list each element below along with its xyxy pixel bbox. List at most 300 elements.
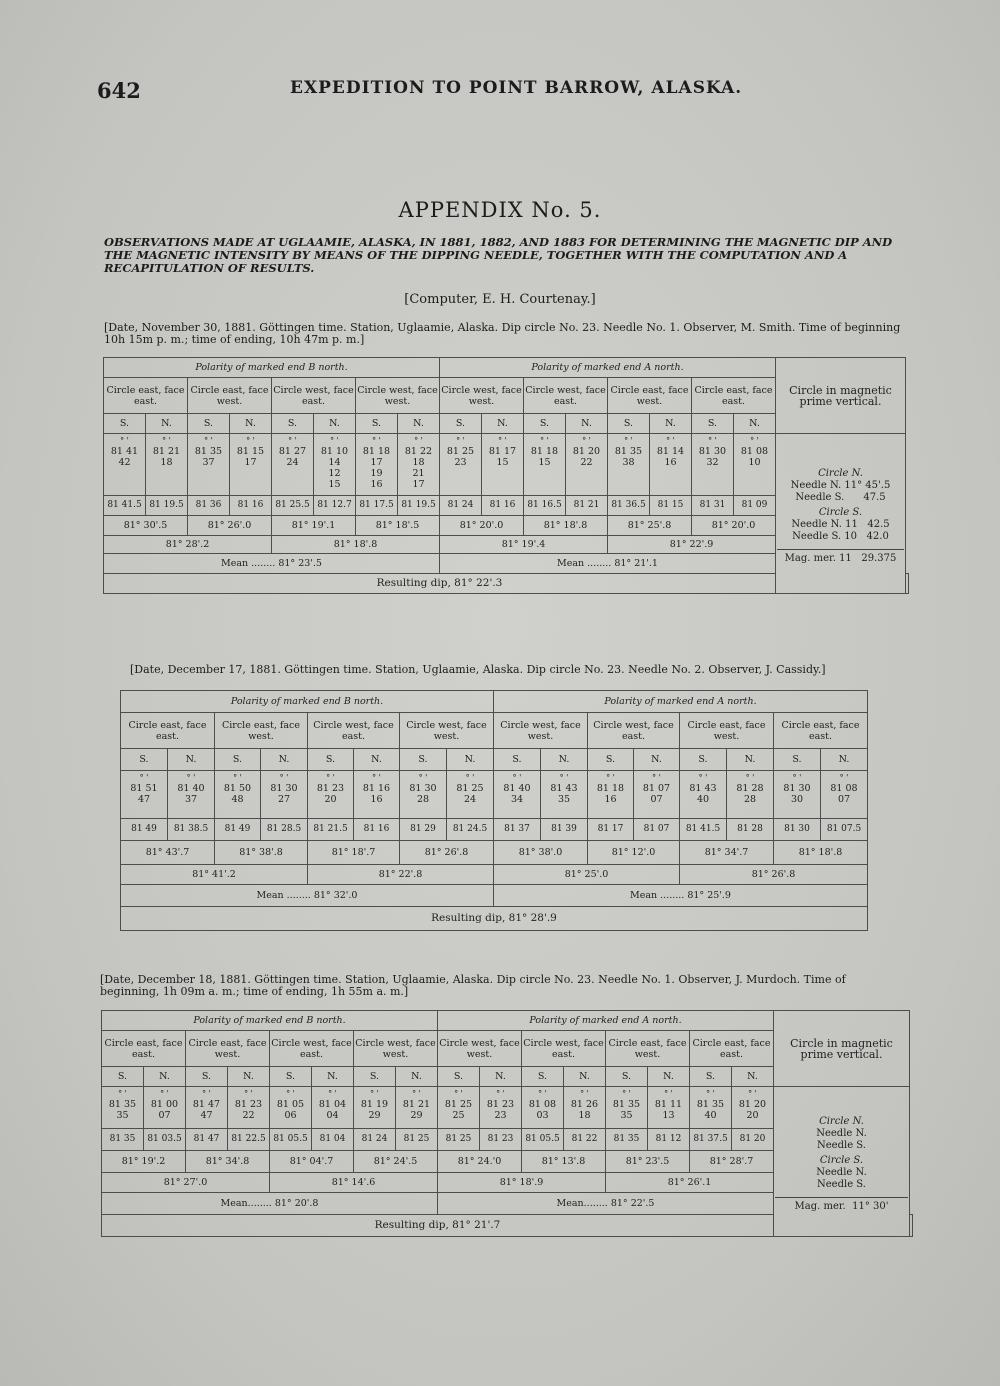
reading-values: 81 07 07 <box>642 783 671 805</box>
mean-cell: 81 16 <box>482 496 524 516</box>
mean-a: Mean ........ 81° 25'.9 <box>494 885 868 907</box>
degree-symbol: ° ' <box>706 1089 715 1098</box>
degree-symbol: ° ' <box>330 436 339 445</box>
polarity-b-header: Polarity of marked end B north. <box>104 358 440 378</box>
degree-symbol: ° ' <box>204 436 213 445</box>
s-header: S. <box>588 749 634 771</box>
reading-cell <box>144 1087 186 1129</box>
reading-values: 81 08 03 <box>528 1099 557 1121</box>
pair-mean-cell: 81° 24.'0 <box>438 1151 522 1173</box>
reading-cell <box>680 771 727 819</box>
circle-n-label: Circle N. <box>819 1116 864 1127</box>
degree-symbol: ° ' <box>412 1089 421 1098</box>
mean-cell: 81 03.5 <box>144 1129 186 1151</box>
pair-mean-cell: 81° 20'.0 <box>692 516 776 536</box>
n-header: N. <box>727 749 774 771</box>
mean-cell: 81 47 <box>186 1129 228 1151</box>
reading-cell <box>400 771 447 819</box>
n-header: N. <box>228 1067 270 1087</box>
n-header: N. <box>480 1067 522 1087</box>
pair-mean-cell: 81° 13'.8 <box>522 1151 606 1173</box>
reading-cell <box>312 1087 354 1129</box>
reading-cell <box>354 771 400 819</box>
reading-values: 81 27 24 <box>278 446 307 468</box>
reading-cell <box>102 1087 144 1129</box>
n-header: N. <box>146 414 188 434</box>
reading-values: 81 28 28 <box>736 783 764 805</box>
n-header: N. <box>398 414 440 434</box>
prime-vertical-header: Circle in magnetic prime vertical. <box>774 1011 910 1087</box>
reading-values: 81 18 17 19 16 <box>362 446 391 490</box>
reading-values: 81 14 16 <box>656 446 685 468</box>
s-header: S. <box>215 749 261 771</box>
n-header: N. <box>144 1067 186 1087</box>
table-row <box>104 434 909 496</box>
degree-symbol: ° ' <box>465 773 475 782</box>
polarity-a-header: Polarity of marked end A north. <box>494 691 868 713</box>
mean-cell: 81 36 <box>188 496 230 516</box>
pair-mean-cell: 81° 20'.0 <box>440 516 524 536</box>
reading-values: 81 43 35 <box>550 783 578 805</box>
pair-mean-cell: 81° 38'.8 <box>215 841 308 865</box>
s-header: S. <box>356 414 398 434</box>
mean-b: Mean ........ 81° 32'.0 <box>121 885 494 907</box>
circle-position-header: Circle east, face east. <box>690 1031 774 1067</box>
reading-cell <box>606 1087 648 1129</box>
degree-symbol: ° ' <box>538 1089 547 1098</box>
degree-symbol: ° ' <box>326 773 335 782</box>
s-header: S. <box>680 749 727 771</box>
quad-mean-cell: 81° 28'.2 <box>104 536 272 554</box>
degree-symbol: ° ' <box>792 773 802 782</box>
mean-cell: 81 21.5 <box>308 819 354 841</box>
reading-cell <box>634 771 680 819</box>
degree-symbol: ° ' <box>120 436 129 445</box>
mean-cell: 81 17.5 <box>356 496 398 516</box>
mean-cell: 81 37 <box>494 819 541 841</box>
running-head: EXPEDITION TO POINT BARROW, ALASKA. <box>290 78 743 98</box>
mean-cell: 81 49 <box>121 819 168 841</box>
n-header: N. <box>541 749 588 771</box>
page-number: 642 <box>97 78 141 103</box>
quad-mean-cell: 81° 26'.1 <box>606 1173 774 1193</box>
mean-cell: 81 04 <box>312 1129 354 1151</box>
reading-cell <box>146 434 188 496</box>
quad-mean-cell: 81° 27'.0 <box>102 1173 270 1193</box>
reading-cell <box>821 771 868 819</box>
reading-values: 81 26 18 <box>570 1099 599 1121</box>
circle-position-header: Circle west, face west. <box>494 713 588 749</box>
mean-cell: 81 22 <box>564 1129 606 1151</box>
pair-mean-cell: 81° 18'.8 <box>524 516 608 536</box>
reading-cell <box>440 434 482 496</box>
mean-cell: 81 12 <box>648 1129 690 1151</box>
reading-values: 81 25 23 <box>446 446 475 468</box>
reading-cell <box>734 434 776 496</box>
reading-values: 81 15 17 <box>236 446 265 468</box>
mean-cell: 81 05.5 <box>270 1129 312 1151</box>
reading-cell <box>438 1087 480 1129</box>
prime-vertical-panel <box>776 434 906 594</box>
reading-cell <box>608 434 650 496</box>
reading-cell <box>230 434 272 496</box>
mean-cell: 81 16.5 <box>524 496 566 516</box>
mean-cell: 81 31 <box>692 496 734 516</box>
s-header: S. <box>440 414 482 434</box>
degree-symbol: ° ' <box>498 436 507 445</box>
s-header: S. <box>400 749 447 771</box>
session-3-date-line: [Date, December 18, 1881. Göttingen time. Station, Uglaamie, Alaska. Dip circle No. 23. Needle No. 1. Observer, J. Murdoch. Time of beginning, 1h 09m a. m.; time of ending, 1h 55m a. m.] <box>100 973 846 998</box>
table-row <box>121 713 868 749</box>
reading-values: 81 08 07 <box>830 783 858 805</box>
circle-position-header: Circle east, face east. <box>121 713 215 749</box>
degree-symbol: ° ' <box>118 1089 127 1098</box>
appendix-title: APPENDIX No. 5. <box>398 198 602 222</box>
s-header: S. <box>606 1067 648 1087</box>
s-header: S. <box>774 749 821 771</box>
reading-values: 81 30 30 <box>783 783 811 805</box>
mean-cell: 81 21 <box>566 496 608 516</box>
pair-mean-cell: 81° 28'.7 <box>690 1151 774 1173</box>
degree-symbol: ° ' <box>370 1089 379 1098</box>
reading-cell <box>524 434 566 496</box>
circle-position-header: Circle west, face east. <box>588 713 680 749</box>
degree-symbol: ° ' <box>233 773 242 782</box>
degree-symbol: ° ' <box>279 773 289 782</box>
s-header: S. <box>608 414 650 434</box>
degree-symbol: ° ' <box>540 436 549 445</box>
table-row <box>102 1011 913 1031</box>
mean-b: Mean........ 81° 20'.8 <box>102 1193 438 1215</box>
resulting-dip: Resulting dip, 81° 28'.9 <box>121 907 868 931</box>
reading-cell <box>774 771 821 819</box>
s-header: S. <box>186 1067 228 1087</box>
s-header: S. <box>522 1067 564 1087</box>
quad-mean-cell: 81° 18'.8 <box>272 536 440 554</box>
circle-position-header: Circle west, face west. <box>440 378 524 414</box>
degree-symbol: ° ' <box>652 773 661 782</box>
pair-mean-cell: 81° 43'.7 <box>121 841 215 865</box>
reading-cell <box>522 1087 564 1129</box>
quad-mean-cell: 81° 41'.2 <box>121 865 308 885</box>
reading-cell <box>314 434 356 496</box>
reading-values: 81 47 47 <box>192 1099 221 1121</box>
reading-values: 81 40 34 <box>503 783 531 805</box>
degree-symbol: ° ' <box>160 1089 169 1098</box>
pair-mean-cell: 81° 30'.5 <box>104 516 188 536</box>
reading-cell <box>272 434 314 496</box>
reading-values: 81 20 20 <box>738 1099 767 1121</box>
table-row <box>121 771 868 819</box>
degree-symbol: ° ' <box>698 773 708 782</box>
mean-cell: 81 23 <box>480 1129 522 1151</box>
mag-mer-line: Mag. mer. 11 29.375 <box>777 549 904 565</box>
mean-cell: 81 28 <box>727 819 774 841</box>
s-header: S. <box>438 1067 480 1087</box>
reading-cell <box>648 1087 690 1129</box>
quad-mean-cell: 81° 25'.0 <box>494 865 680 885</box>
prime-vertical-header: Circle in magnetic prime vertical. <box>776 358 906 434</box>
needle-line: Needle S. <box>817 1179 866 1190</box>
circle-position-header: Circle east, face east. <box>104 378 188 414</box>
degree-symbol: ° ' <box>622 1089 631 1098</box>
degree-symbol: ° ' <box>186 773 196 782</box>
needle-line: Needle N. <box>816 1167 867 1178</box>
mean-cell: 81 25.5 <box>272 496 314 516</box>
mean-cell: 81 35 <box>606 1129 648 1151</box>
reading-values: 81 11 13 <box>654 1099 683 1121</box>
mean-cell: 81 17 <box>588 819 634 841</box>
degree-symbol: ° ' <box>624 436 633 445</box>
reading-cell <box>732 1087 774 1129</box>
quad-mean-cell: 81° 14'.6 <box>270 1173 438 1193</box>
pair-mean-cell: 81° 18'.8 <box>774 841 868 865</box>
n-header: N. <box>447 749 494 771</box>
circle-position-header: Circle east, face west. <box>186 1031 270 1067</box>
reading-cell <box>692 434 734 496</box>
circle-position-header: Circle west, face east. <box>308 713 400 749</box>
s-header: S. <box>121 749 168 771</box>
degree-symbol: ° ' <box>666 436 675 445</box>
mean-cell: 81 19.5 <box>398 496 440 516</box>
reading-cell <box>650 434 692 496</box>
pair-mean-cell: 81° 26'.0 <box>188 516 272 536</box>
side-blank <box>910 1215 913 1237</box>
reading-cell <box>354 1087 396 1129</box>
n-header: N. <box>168 749 215 771</box>
needle-line: Needle S. 47.5 <box>795 492 886 503</box>
mean-cell: 81 24 <box>440 496 482 516</box>
reading-values: 81 35 40 <box>696 1099 725 1121</box>
pair-mean-cell: 81° 18'.5 <box>356 516 440 536</box>
polarity-a-header: Polarity of marked end A north. <box>438 1011 774 1031</box>
resulting-dip: Resulting dip, 81° 22'.3 <box>104 574 776 594</box>
degree-symbol: ° ' <box>839 773 849 782</box>
n-header: N. <box>354 749 400 771</box>
reading-values: 81 16 16 <box>362 783 391 805</box>
reading-values: 81 35 35 <box>108 1099 137 1121</box>
mean-cell: 81 24.5 <box>447 819 494 841</box>
mean-cell: 81 22.5 <box>228 1129 270 1151</box>
table-row <box>121 885 868 907</box>
resulting-dip: Resulting dip, 81° 21'.7 <box>102 1215 774 1237</box>
reading-values: 81 22 18 21 17 <box>404 446 433 490</box>
reading-values: 81 05 06 <box>276 1099 305 1121</box>
reading-values: 81 08 10 <box>740 446 769 468</box>
degree-symbol: ° ' <box>454 1089 463 1098</box>
pair-mean-cell: 81° 12'.0 <box>588 841 680 865</box>
n-header: N. <box>734 414 776 434</box>
mean-b: Mean ........ 81° 23'.5 <box>104 554 440 574</box>
pair-mean-cell: 81° 19'.1 <box>272 516 356 536</box>
needle-line: Needle N. <box>816 1128 867 1139</box>
mean-cell: 81 29 <box>400 819 447 841</box>
mean-cell: 81 30 <box>774 819 821 841</box>
s-header: S. <box>308 749 354 771</box>
reading-cell <box>398 434 440 496</box>
reading-cell <box>308 771 354 819</box>
mean-cell: 81 20 <box>732 1129 774 1151</box>
circle-position-header: Circle east, face east. <box>774 713 868 749</box>
table-row <box>121 841 868 865</box>
reading-values: 81 25 25 <box>444 1099 473 1121</box>
reading-cell <box>104 434 146 496</box>
degree-symbol: ° ' <box>496 1089 505 1098</box>
reading-values: 81 10 14 12 15 <box>320 446 349 490</box>
degree-symbol: ° ' <box>418 773 428 782</box>
reading-values: 81 50 48 <box>223 783 252 805</box>
degree-symbol: ° ' <box>328 1089 337 1098</box>
mean-cell: 81 25 <box>438 1129 480 1151</box>
reading-values: 81 04 04 <box>318 1099 347 1121</box>
s-header: S. <box>354 1067 396 1087</box>
n-header: N. <box>396 1067 438 1087</box>
table-row <box>121 819 868 841</box>
pair-mean-cell: 81° 25'.8 <box>608 516 692 536</box>
degree-symbol: ° ' <box>580 1089 589 1098</box>
reading-cell <box>564 1087 606 1129</box>
s-header: S. <box>188 414 230 434</box>
reading-cell <box>447 771 494 819</box>
s-header: S. <box>270 1067 312 1087</box>
reading-cell <box>727 771 774 819</box>
circle-position-header: Circle east, face west. <box>680 713 774 749</box>
degree-symbol: ° ' <box>745 773 755 782</box>
mean-cell: 81 09 <box>734 496 776 516</box>
quad-mean-cell: 81° 22'.9 <box>608 536 776 554</box>
circle-position-header: Circle east, face west. <box>215 713 308 749</box>
reading-cell <box>396 1087 438 1129</box>
degree-symbol: ° ' <box>664 1089 673 1098</box>
degree-symbol: ° ' <box>286 1089 295 1098</box>
n-header: N. <box>261 749 308 771</box>
reading-values: 81 30 32 <box>698 446 727 468</box>
s-header: S. <box>692 414 734 434</box>
pair-mean-cell: 81° 23'.5 <box>606 1151 690 1173</box>
mean-cell: 81 36.5 <box>608 496 650 516</box>
degree-symbol: ° ' <box>606 773 615 782</box>
circle-position-header: Circle west, face west. <box>354 1031 438 1067</box>
mean-a: Mean........ 81° 22'.5 <box>438 1193 774 1215</box>
circle-position-header: Circle west, face east. <box>270 1031 354 1067</box>
reading-cell <box>270 1087 312 1129</box>
circle-n-label: Circle N. <box>818 468 863 479</box>
needle-line: Needle N. 11 42.5 <box>791 519 890 530</box>
mean-cell: 81 15 <box>650 496 692 516</box>
reading-values: 81 17 15 <box>488 446 517 468</box>
degree-symbol: ° ' <box>748 1089 757 1098</box>
degree-symbol: ° ' <box>582 436 591 445</box>
n-header: N. <box>821 749 868 771</box>
n-header: N. <box>230 414 272 434</box>
reading-values: 81 18 16 <box>596 783 625 805</box>
degree-symbol: ° ' <box>456 436 465 445</box>
reading-cell <box>541 771 588 819</box>
mean-a: Mean ........ 81° 21'.1 <box>440 554 776 574</box>
mean-cell: 81 05.5 <box>522 1129 564 1151</box>
s-header: S. <box>690 1067 732 1087</box>
session-2-date-line: [Date, December 17, 1881. Göttingen time. Station, Uglaamie, Alaska. Dip circle No. 23. Needle No. 2. Observer, J. Cassidy.] <box>130 663 826 676</box>
mag-mer-line: Mag. mer. 11° 30' <box>775 1197 908 1213</box>
reading-values: 81 21 29 <box>402 1099 431 1121</box>
appendix-subtitle: OBSERVATIONS MADE AT UGLAAMIE, ALASKA, IN 1881, 1882, AND 1883 FOR DETERMINING THE MAGNETIC DIP AND THE MAGNETIC INTENSITY BY MEANS OF THE DIPPING NEEDLE, TOGETHER WITH THE COMPUTATION AND A RECAPITULATION OF RESULTS. <box>104 235 893 275</box>
n-header: N. <box>732 1067 774 1087</box>
reading-values: 81 23 20 <box>316 783 345 805</box>
reading-values: 81 35 35 <box>612 1099 641 1121</box>
pair-mean-cell: 81° 19'.2 <box>102 1151 186 1173</box>
mean-cell: 81 25 <box>396 1129 438 1151</box>
reading-cell <box>261 771 308 819</box>
n-header: N. <box>314 414 356 434</box>
n-header: N. <box>564 1067 606 1087</box>
quad-mean-cell: 81° 22'.8 <box>308 865 494 885</box>
quad-mean-cell: 81° 19'.4 <box>440 536 608 554</box>
circle-position-header: Circle east, face east. <box>102 1031 186 1067</box>
polarity-a-header: Polarity of marked end A north. <box>440 358 776 378</box>
needle-line: Needle S. 10 42.0 <box>792 531 889 542</box>
reading-values: 81 19 29 <box>360 1099 389 1121</box>
table-row <box>121 749 868 771</box>
table-row <box>121 865 868 885</box>
n-header: N. <box>482 414 524 434</box>
reading-values: 81 35 37 <box>194 446 223 468</box>
needle-line: Needle S. <box>817 1140 866 1151</box>
reading-values: 81 30 28 <box>409 783 437 805</box>
reading-cell <box>690 1087 732 1129</box>
mean-cell: 81 41.5 <box>680 819 727 841</box>
pair-mean-cell: 81° 04'.7 <box>270 1151 354 1173</box>
reading-cell <box>482 434 524 496</box>
n-header: N. <box>634 749 680 771</box>
reading-values: 81 40 37 <box>177 783 205 805</box>
pair-mean-cell: 81° 24'.5 <box>354 1151 438 1173</box>
mean-cell: 81 41.5 <box>104 496 146 516</box>
polarity-b-header: Polarity of marked end B north. <box>102 1011 438 1031</box>
circle-position-header: Circle east, face west. <box>608 378 692 414</box>
s-header: S. <box>272 414 314 434</box>
circle-position-header: Circle west, face west. <box>356 378 440 414</box>
s-header: S. <box>102 1067 144 1087</box>
circle-s-label: Circle S. <box>818 507 863 518</box>
needle-line: Needle N. 11° 45'.5 <box>790 480 891 491</box>
n-header: N. <box>312 1067 354 1087</box>
pair-mean-cell: 81° 18'.7 <box>308 841 400 865</box>
degree-symbol: ° ' <box>162 436 171 445</box>
reading-cell <box>121 771 168 819</box>
reading-values: 81 21 18 <box>152 446 181 468</box>
mean-cell: 81 35 <box>102 1129 144 1151</box>
degree-symbol: ° ' <box>750 436 759 445</box>
session-1-date-line: [Date, November 30, 1881. Göttingen time. Station, Uglaamie, Alaska. Dip circle No. 23. Needle No. 1. Observer, M. Smith. Time of beginning 10h 15m p. m.; time of ending, 10h 47m p. m.] <box>104 321 901 346</box>
degree-symbol: ° ' <box>288 436 297 445</box>
computer-credit: [Computer, E. H. Courtenay.] <box>404 292 596 307</box>
dip-table <box>103 357 909 594</box>
mean-cell: 81 12.7 <box>314 496 356 516</box>
pair-mean-cell: 81° 34'.8 <box>186 1151 270 1173</box>
mean-cell: 81 19.5 <box>146 496 188 516</box>
degree-symbol: ° ' <box>512 773 522 782</box>
reading-values: 81 18 15 <box>530 446 559 468</box>
mean-cell: 81 16 <box>230 496 272 516</box>
reading-cell <box>356 434 398 496</box>
mean-cell: 81 07 <box>634 819 680 841</box>
reading-values: 81 20 22 <box>572 446 601 468</box>
circle-position-header: Circle east, face west. <box>188 378 272 414</box>
s-header: S. <box>104 414 146 434</box>
reading-cell <box>228 1087 270 1129</box>
degree-symbol: ° ' <box>708 436 717 445</box>
quad-mean-cell: 81° 26'.8 <box>680 865 868 885</box>
